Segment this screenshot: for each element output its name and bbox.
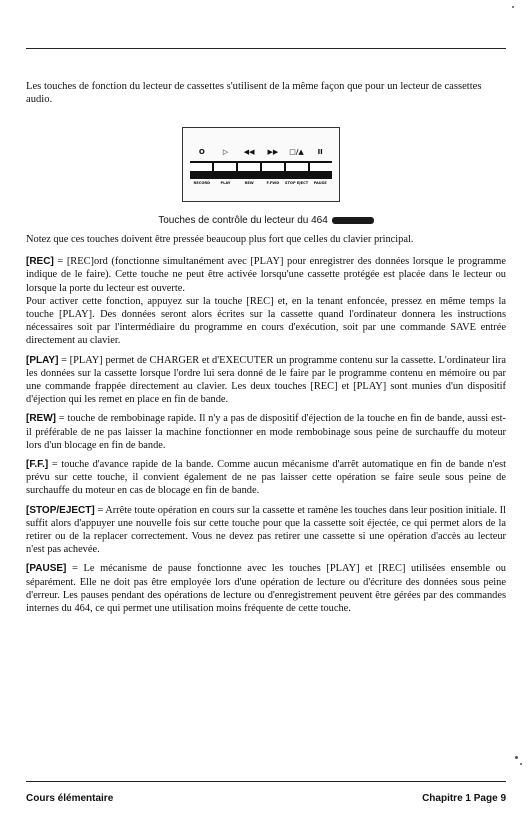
rew-key-label: [REW] <box>26 413 56 425</box>
rew-description: = touche de rembobinage rapide. Il n'y a pas de dispositif d'éjection de la touche en fin de bande, aussi est-il préférable de ne pas laisser la machine fonctionner en mode rembobinage sous peine de surchauffe du moteur lors d'un blocage en fin de bande. <box>26 413 506 451</box>
ff-key-label: [F.F.] <box>26 459 49 471</box>
pause-key-label: PAUSE <box>313 181 327 185</box>
rec-paragraph <box>26 255 506 347</box>
key-name-row <box>190 181 332 185</box>
stop-eject-symbol: □/▲ <box>289 148 304 156</box>
rew-paragraph <box>26 412 506 452</box>
scan-speck <box>515 756 518 759</box>
top-rule <box>26 48 506 49</box>
play-key-label: PLAY <box>220 181 231 185</box>
pause-paragraph <box>26 562 506 615</box>
bottom-rule <box>26 781 506 782</box>
cassette-keys-illustration <box>190 147 332 185</box>
pause-key <box>310 163 332 171</box>
pause-description: = Le mécanisme de pause fonctionne avec les touches [PLAY] et [REC] utilisées ensemble ou séparément. Elle ne doit pas être employée lors d'une opération de lecture ou d'écriture des données sous peine d'erreur. Les pauses pendant des opérations de lecture ou d'enregistrement peuvent être gérées par des commandes internes du 464, ce qui permet une utilisation moins fréquente de cette touche. <box>26 563 506 615</box>
figure-caption <box>0 215 532 226</box>
footer-course-title: Cours élémentaire <box>26 793 114 804</box>
fast-forward-symbol: ▶▶ <box>267 148 279 156</box>
key-symbol-row <box>190 147 332 157</box>
play-key <box>214 163 238 171</box>
scan-speck <box>512 6 514 8</box>
pause-symbol: II <box>317 148 323 156</box>
ff-paragraph <box>26 458 506 498</box>
play-paragraph <box>26 354 506 407</box>
pause-key-label: [PAUSE] <box>26 563 67 575</box>
scan-speck <box>520 763 522 765</box>
record-key-label: RECORD <box>193 181 211 185</box>
rec-activation: Pour activer cette fonction, appuyez sur la touche [REC] et, en la tenant enfoncée, pressez en même temps la touche [PLAY]. Des données seront alors écrites sur la cassette quand l'ordinateur donnera les instructions nécessaires soit par l'intermédiaire du programme en cours d'exécution, soit par une commande SAVE entrée directement au clavier. <box>26 295 506 347</box>
stop-eject-key-label: STOP EJECT <box>284 181 309 185</box>
fast-forward-key-label: F.FWD <box>266 181 280 185</box>
ink-blot <box>332 217 374 224</box>
cassette-keys-figure <box>182 127 340 202</box>
play-symbol: ▷ <box>222 148 229 156</box>
note-paragraph: Notez que ces touches doivent être pressée beaucoup plus fort que celles du clavier principal. <box>26 234 414 245</box>
play-description: = [PLAY] permet de CHARGER et d'EXECUTER un programme contenu sur la cassette. L'ordinateur lira les données sur la cassette lorsque l'ordre lui sera donné de le faire par le programme contenu en mémoire ou par une commande frappée directement au clavier. Les deux touches [REC] et [PLAY] sont munies d'un dispositif d'éjection qui les remet en place en fin de bande. <box>26 354 506 406</box>
play-key-label: [PLAY] <box>26 354 59 366</box>
rewind-symbol: ◀◀ <box>243 148 255 156</box>
key-base <box>190 173 332 179</box>
rec-key-label: [REC] <box>26 256 54 268</box>
stop-eject-description: = Arrête toute opération en cours sur la cassette et ramène les touches dans leur position initiale. Il suffit alors d'appuyer une nouvelle fois sur cette touche pour que la cassette soit éjectée, ce qui permet alors de la retirer ou de la replacer correctement. Vous ne devez pas retirer une cassette si une opération d'accès au lecteur n'est pas achevée. <box>26 504 506 556</box>
stop-eject-paragraph <box>26 504 506 557</box>
stop-eject-key-label: [STOP/EJECT] <box>26 504 95 516</box>
intro-paragraph: Les touches de fonction du lecteur de cassettes s'utilisent de la même façon que pour un lecteur de cassettes audio. <box>26 81 482 106</box>
stop-eject-key <box>286 163 310 171</box>
footer-page-number: Chapitre 1 Page 9 <box>422 793 506 804</box>
record-key <box>190 163 214 171</box>
rec-description: = [REC]ord (fonctionne simultanément avec [PLAY] pour enregistrer des données lorsque le programme indique de le faire). Cette touche ne peut être activée lorsqu'une cassette protégée est placée dans le lecteur ou lorsque la porte du lecteur est ouverte. <box>26 256 506 294</box>
fast-forward-key <box>262 163 286 171</box>
rewind-key-label: REW <box>244 181 254 185</box>
ff-description: = touche d'avance rapide de la bande. Comme aucun mécanisme d'arrêt automatique en fin de bande n'est prévu sur cette touche, il convient également de ne pas laisser cette opération se faire seule sous peine de surchauffe du moteur en cas de blocage en fin de bande. <box>26 459 506 497</box>
key-bar <box>190 161 332 173</box>
rewind-key <box>238 163 262 171</box>
body-text <box>26 233 506 621</box>
figure-caption-text: Touches de contrôle du lecteur du 464 <box>158 215 328 226</box>
record-symbol: O <box>198 148 205 156</box>
